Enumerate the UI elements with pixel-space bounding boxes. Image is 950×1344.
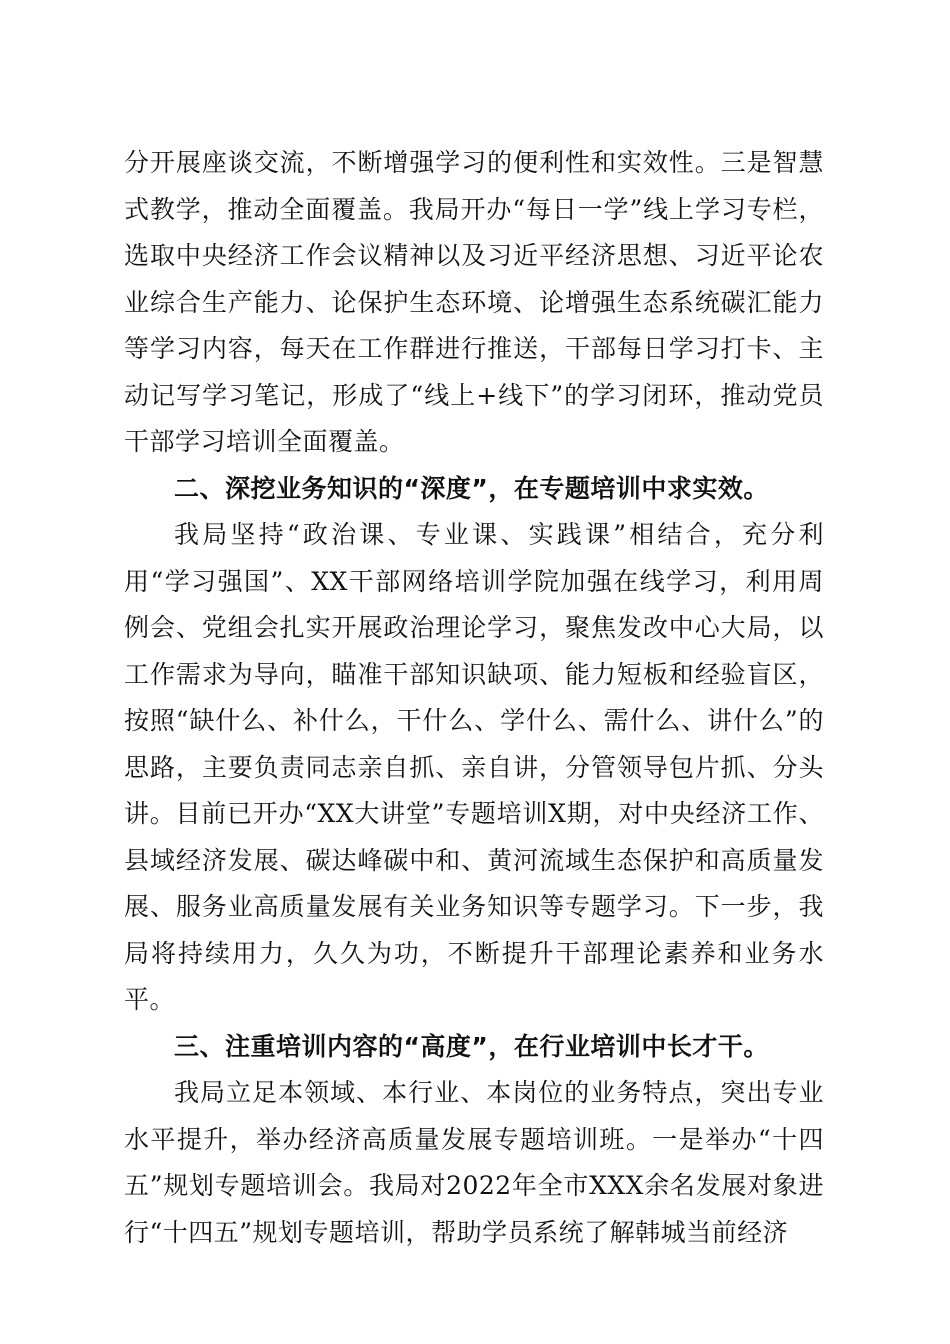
paragraph-section-3: 我局立足本领域、本行业、本岗位的业务特点，突出专业水平提升，举办经济高质量发展专题培训班。一是举办“十四五”规划专题培训会。我局对2022年全市XXX余名发展对象进行“十四五”规划专题培训，帮助学员系统了解韩城当前经济: [124, 1078, 824, 1247]
paragraph-continued: 分开展座谈交流，不断增强学习的便利性和实效性。三是智慧式教学，推动全面覆盖。我局开办“每日一学”线上学习专栏，选取中央经济工作会议精神以及习近平经济思想、习近平论农业综合生产能力、论保护生态环境、论增强生态系统碳汇能力等学习内容，每天在工作群进行推送，干部每日学习打卡、主动记写学习笔记，形成了“线上+线下”的学习闭环，推动党员干部学习培训全面覆盖。: [124, 148, 824, 456]
section-heading-3: 三、注重培训内容的“高度”，在行业培训中长才干。: [174, 1031, 769, 1061]
section-heading-2: 二、深挖业务知识的“深度”，在专题培训中求实效。: [174, 473, 769, 503]
document-body: [124, 140, 824, 1256]
paragraph-section-2: 我局坚持“政治课、专业课、实践课”相结合，充分利用“学习强国”、XX干部网络培训学院加强在线学习，利用周例会、党组会扎实开展政治理论学习，聚焦发改中心大局，以工作需求为导向，瞄准干部知识缺项、能力短板和经验盲区，按照“缺什么、补什么，干什么、学什么、需什么、讲什么”的思路，主要负责同志亲自抓、亲自讲，分管领导包片抓、分头讲。目前已开办“XX大讲堂”专题培训X期，对中央经济工作、县域经济发展、碳达峰碳中和、黄河流域生态保护和高质量发展、服务业高质量发展有关业务知识等专题学习。下一步，我局将持续用力，久久为功，不断提升干部理论素养和业务水平。: [124, 520, 824, 1014]
